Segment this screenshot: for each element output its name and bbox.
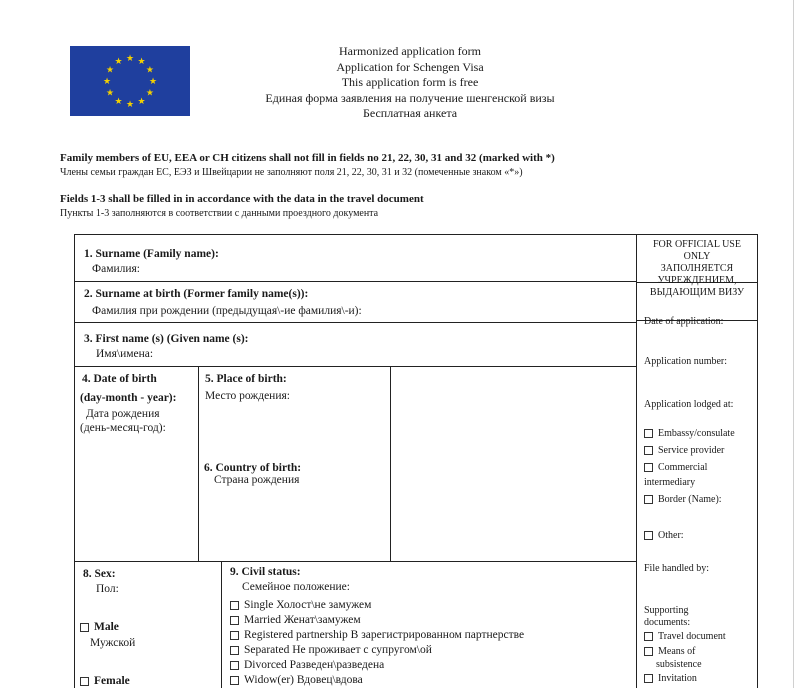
application-number-label: Application number:	[644, 356, 728, 367]
official-use-heading-ru-2: УЧРЕЖДЕНИЕМ,	[657, 275, 737, 286]
civil-label: Registered partnership В зарегистрированном партнерстве	[244, 629, 525, 641]
civil-option-partnership[interactable]	[230, 628, 524, 642]
civil-label: Single Холост\не замужем	[244, 599, 372, 611]
field-6-label: 6. Country of birth:	[204, 462, 302, 474]
checkbox[interactable]	[644, 674, 653, 683]
sex-male-label: Male	[94, 621, 119, 633]
star-icon: ★	[106, 64, 115, 75]
family-note-ru: Члены семьи граждан ЕС, ЕЭЗ и Швейцарии не заполняют поля 21, 22, 30, 31 и 32 (помеченные знаком «*»)	[60, 167, 523, 178]
official-use-heading-ru: ЗАПОЛНЯЕТСЯ	[660, 263, 734, 274]
field-2-label-ru: Фамилия при рождении (предыдущая\-ие фамилия\-и):	[92, 305, 362, 317]
supporting-docs-label: Supporting	[644, 605, 689, 616]
lodged-option-service[interactable]	[644, 445, 724, 457]
header-line: This application form is free	[341, 75, 479, 89]
star-icon: ★	[106, 87, 115, 98]
header-line: Бесплатная анкета	[362, 106, 458, 120]
civil-option-divorced[interactable]	[230, 658, 384, 672]
checkbox[interactable]	[230, 631, 239, 640]
field-4-label-ru: Дата рождения	[86, 408, 160, 420]
civil-option-married[interactable]	[230, 613, 361, 627]
eu-flag-icon	[70, 46, 190, 116]
field-8-label: 8. Sex:	[83, 568, 116, 580]
supp-option-invitation[interactable]	[644, 673, 697, 685]
supp-option-label: Travel document	[658, 631, 726, 642]
checkbox[interactable]	[80, 623, 89, 632]
star-icon: ★	[137, 95, 146, 106]
civil-label: Separated Не проживает с супругом\ой	[244, 644, 432, 656]
lodged-option-label: Embassy/consulate	[658, 428, 735, 439]
table-left-border	[74, 234, 75, 688]
field-3-label: 3. First name (s) (Given name (s):	[84, 333, 249, 345]
lodged-option-commercial[interactable]	[644, 462, 707, 474]
field-4-label-2: (day-month - year):	[80, 392, 177, 404]
window-edge	[793, 0, 794, 688]
field-9-label: 9. Civil status:	[230, 566, 301, 578]
star-icon: ★	[137, 56, 146, 67]
field-1-label-ru: Фамилия:	[92, 263, 140, 275]
checkbox[interactable]	[80, 677, 89, 686]
lodged-at-label: Application lodged at:	[644, 399, 734, 410]
sex-female-option[interactable]	[80, 674, 130, 688]
checkbox[interactable]	[230, 661, 239, 670]
star-icon: ★	[145, 64, 154, 75]
row-divider	[74, 281, 636, 282]
row-divider	[74, 366, 636, 367]
civil-label: Widow(er) Вдовец\вдова	[244, 674, 363, 686]
row-divider	[74, 561, 636, 562]
checkbox[interactable]	[644, 429, 653, 438]
field-8-label-ru: Пол:	[96, 583, 119, 595]
checkbox[interactable]	[230, 646, 239, 655]
header-line: Единая форма заявления на получение шенгенской визы	[265, 90, 555, 105]
field-3-label-ru: Имя\имена:	[96, 348, 154, 360]
checkbox[interactable]	[230, 616, 239, 625]
field-1-label: 1. Surname (Family name):	[84, 248, 219, 260]
fields-note-ru: Пункты 1-3 заполняются в соответствии с данными проездного документа	[60, 208, 379, 219]
sex-female-label: Female	[94, 675, 130, 687]
lodged-option-other[interactable]	[644, 530, 684, 542]
date-of-application-label: Date of application:	[644, 316, 724, 327]
fields-note-en: Fields 1-3 shall be filled in in accordance with the data in the travel document	[60, 193, 424, 205]
official-use-heading-ru-3: ВЫДАЮЩИМ ВИЗУ	[649, 287, 745, 298]
sidebar-divider	[636, 234, 637, 688]
table-top-border	[74, 234, 758, 235]
field-5-label: 5. Place of birth:	[205, 373, 287, 385]
star-icon: ★	[114, 56, 123, 67]
supp-option-means[interactable]	[644, 646, 696, 658]
checkbox[interactable]	[230, 676, 239, 685]
sex-male-label-ru: Мужской	[90, 637, 136, 649]
star-icon: ★	[148, 76, 158, 86]
field-4-label: 4. Date of birth	[82, 373, 157, 385]
field-9-label-ru: Семейное положение:	[242, 581, 350, 593]
col-divider	[390, 366, 391, 561]
col-divider	[198, 366, 199, 561]
checkbox[interactable]	[644, 632, 653, 641]
official-use-heading-2: ONLY	[683, 251, 711, 262]
checkbox[interactable]	[230, 601, 239, 610]
star-icon: ★	[125, 99, 135, 109]
row-divider	[74, 322, 636, 323]
supp-option-subsistence: subsistence	[656, 659, 702, 670]
field-2-label: 2. Surname at birth (Former family name(s)):	[84, 288, 309, 300]
lodged-option-border[interactable]	[644, 494, 722, 506]
star-icon: ★	[145, 87, 154, 98]
lodged-option-intermediary: intermediary	[644, 477, 696, 488]
table-right-border	[757, 234, 758, 688]
star-icon: ★	[125, 53, 135, 63]
civil-option-single[interactable]	[230, 598, 371, 612]
col-divider	[221, 561, 222, 688]
checkbox[interactable]	[644, 463, 653, 472]
lodged-option-label: Border (Name):	[658, 494, 722, 505]
header-line: Application for Schengen Visa	[336, 59, 484, 74]
field-5-label-ru: Место рождения:	[205, 390, 290, 402]
checkbox[interactable]	[644, 446, 653, 455]
eu-flag-stars	[70, 46, 190, 116]
lodged-option-label: Other:	[658, 530, 684, 541]
family-note-en: Family members of EU, EEA or CH citizens shall not fill in fields no 21, 22, 30, 31 and 32 (marked with *)	[60, 152, 555, 164]
supp-option-travel[interactable]	[644, 631, 726, 643]
file-handled-label: File handled by:	[644, 563, 709, 574]
lodged-option-label: Commercial	[658, 462, 708, 473]
field-6-label-ru: Страна рождения	[214, 474, 300, 486]
lodged-option-embassy[interactable]	[644, 428, 735, 440]
supporting-docs-label-2: documents:	[644, 617, 691, 628]
checkbox[interactable]	[644, 531, 653, 540]
lodged-option-label: Service provider	[658, 445, 725, 456]
checkbox[interactable]	[644, 647, 653, 656]
civil-option-widow[interactable]	[230, 673, 363, 687]
sex-male-option[interactable]	[80, 620, 119, 634]
field-4-label-ru-2: (день-месяц-год):	[80, 422, 166, 434]
supp-option-label: Means of	[658, 646, 696, 657]
civil-option-separated[interactable]	[230, 643, 432, 657]
header-line: Harmonized application form	[339, 44, 481, 58]
form-header	[230, 44, 590, 122]
civil-label: Married Женат\замужем	[244, 614, 361, 626]
civil-label: Divorced Разведен\разведена	[244, 659, 385, 671]
official-use-heading: FOR OFFICIAL USE	[653, 239, 741, 250]
star-icon: ★	[114, 95, 123, 106]
checkbox[interactable]	[644, 495, 653, 504]
star-icon: ★	[102, 76, 112, 86]
supp-option-label: Invitation	[658, 673, 697, 684]
